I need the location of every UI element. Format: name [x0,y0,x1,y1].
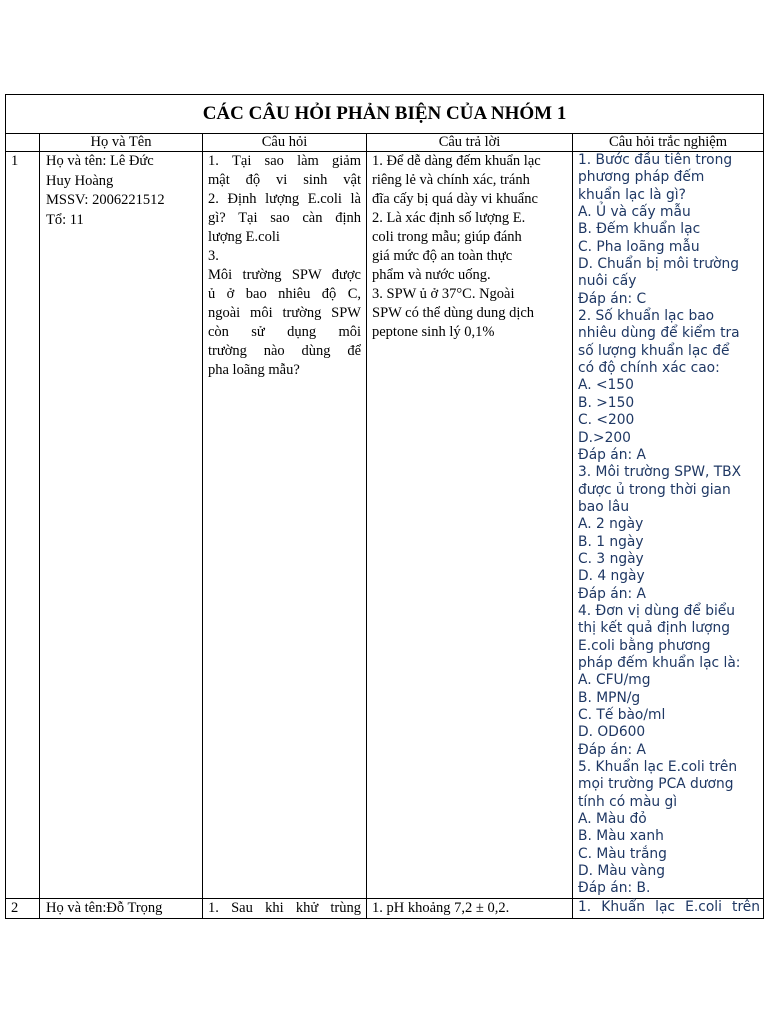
word: 1. [208,153,219,169]
text-line: giá mức độ an toàn thực [372,248,513,264]
text-line: mọi trường PCA dương [578,776,734,793]
text-line: pháp đếm khuẩn lạc là: [578,654,741,671]
word: sử [251,324,265,340]
text-line: 3. SPW ủ ở 37°C. Ngoài [372,286,515,302]
text-line: đĩa cấy bị quá dày vi khuẩnc [372,191,538,207]
word: khử [295,899,319,916]
text-line: 4. Đơn vị dùng để biểu [578,602,736,619]
text-line: A. <150 [578,377,634,394]
mcq-text [573,898,764,919]
text-line: phương pháp đếm [578,169,705,186]
text-line: Họ và tên: Lê Đức [46,153,154,169]
table-row [6,898,764,919]
text-line: có độ chính xác cao: [578,360,720,377]
text-line: D. 4 ngày [578,568,645,585]
word: dụng [287,324,317,340]
text-line: nuôi cấy [578,273,637,290]
text-line: pha loãng mẫu? [208,362,300,378]
text-line: 3. Môi trường SPW, TBX [578,464,742,481]
questions-table [5,94,764,919]
text-line: 1. Bước đầu tiên trong [578,152,733,168]
text-line: ngoài môi trường SPW [208,305,361,321]
word: giảm [331,153,361,169]
text-line: C. 3 ngày [578,550,644,567]
word: môi [338,324,361,340]
text-line: B. MPN/g [578,689,641,706]
word: dùng [301,343,331,359]
text-line: tính có màu gì [578,793,678,810]
text-line: SPW có thể dùng dung dịch [372,305,535,321]
text-line: mật độ vi sinh vật [208,172,361,188]
text-line [208,323,361,342]
text-line: D. Màu vàng [578,863,666,880]
answer-text [367,152,573,899]
text-line: 2. Định lượng E.coli là [208,191,361,207]
word: Sau [231,899,253,916]
text-line: B. >150 [578,394,635,411]
header-no [6,134,40,152]
text-line: nhiêu dùng để kiểm tra [578,325,740,342]
question-text [203,152,367,899]
word: 1. [208,899,219,916]
title-row [6,95,764,134]
answer-text [367,898,573,919]
header-answer: Câu trả lời [367,134,573,152]
text-line: được ủ trong thời gian [578,481,731,498]
text-line: số lượng khuẩn lạc để [578,342,730,359]
text-line: peptone sinh lý 0,1% [372,324,495,340]
header-mcq: Câu hỏi trắc nghiệm [573,134,764,152]
text-line: B. 1 ngày [578,533,644,550]
student-info [40,898,203,919]
text-line: C. <200 [578,412,635,429]
text-line [208,152,361,171]
text-line: Môi trường SPW được [208,267,361,283]
text-line: 2. Là xác định số lượng E. [372,210,526,226]
text-line: Đáp án: A [578,446,646,463]
word: trùng [330,899,361,916]
text-line [208,899,361,918]
text-line: lượng E.coli [208,229,280,245]
text-line: Đáp án: B. [578,880,651,897]
text-line: B. Đếm khuẩn lạc [578,221,701,238]
text-line: MSSV: 2006221512 [46,192,165,208]
text-line: ủ ở bao nhiêu độ C, [208,286,361,302]
text-line: Đáp án: C [578,290,647,307]
word: còn [208,324,229,340]
word: trên [732,898,761,915]
text-line: 5. Khuẩn lạc E.coli trên [578,759,738,776]
text-line: B. Màu xanh [578,828,664,845]
text-line: 1. pH khoảng 7,2 ± 0,2. [372,899,510,916]
text-line: bao lâu [578,498,630,515]
text-line: Tổ: 11 [46,211,84,228]
text-line: coli trong mẫu; giúp đánh [372,229,522,245]
text-line: 1. Để dễ dàng đếm khuẩn lạc [372,153,541,169]
text-line [208,342,361,361]
table-row [6,152,764,899]
header-name: Họ và Tên [40,134,203,152]
word: 1. [578,898,592,915]
mcq-text [573,152,764,899]
word: làm [297,153,319,169]
text-line: A. Màu đỏ [578,811,647,828]
word: E.coli [685,898,722,915]
word: Tại [232,153,252,169]
text-line: C. Tế bào/ml [578,707,666,723]
text-line: A. Ủ và cấy mẫu [578,204,691,221]
text-line: D. OD600 [578,724,646,741]
row-number: 2 [6,898,40,919]
text-line: D.>200 [578,429,631,446]
text-line: C. Màu trắng [578,845,667,862]
text-line: riêng lẻ và chính xác, tránh [372,172,530,188]
text-line [578,899,760,916]
text-line: A. CFU/mg [578,672,651,689]
text-line: 3. [208,248,219,264]
text-line: D. Chuẩn bị môi trường [578,256,739,273]
word: nào [263,343,285,359]
word: trường [208,343,247,359]
text-line: thị kết quả định lượng [578,620,730,637]
question-text [203,898,367,919]
student-info [40,152,203,899]
row-number: 1 [6,152,40,899]
text-line: phẩm và nước uống. [372,267,491,283]
text-line: C. Pha loãng mẫu [578,238,700,255]
header-question: Câu hỏi [203,134,367,152]
document-title: CÁC CÂU HỎI PHẢN BIỆN CỦA NHÓM 1 [6,95,764,134]
header-row [6,134,764,152]
word: sao [264,153,284,169]
word: lạc [655,898,676,915]
text-line: E.coli bằng phương [578,637,711,654]
word: Khuẩn [601,898,646,915]
word: để [347,343,361,359]
text-line: 2. Số khuẩn lạc bao [578,308,715,325]
text-line: Họ và tên:Đỗ Trọng [46,899,163,916]
text-line: A. 2 ngày [578,516,644,533]
text-line: Huy Hoàng [46,172,114,189]
text-line: Đáp án: A [578,585,646,602]
text-line: gì? Tại sao càn định [208,210,361,226]
word: khi [265,899,284,916]
text-line: khuẩn lạc là gì? [578,186,686,203]
text-line: Đáp án: A [578,741,646,758]
